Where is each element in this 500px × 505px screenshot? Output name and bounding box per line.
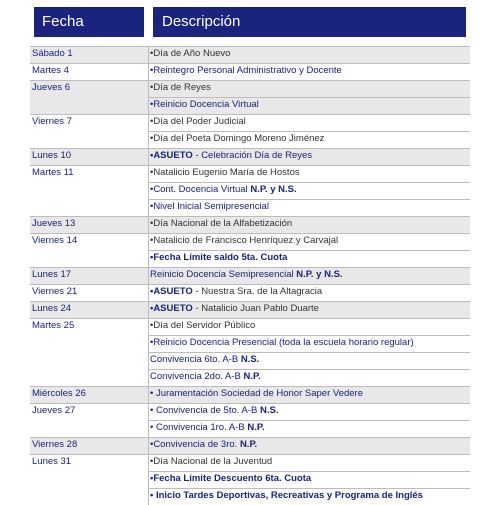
row-descripcion: •Día Nacional de la Alfabetización [150,218,293,229]
row-fecha: Martes 25 [32,320,75,331]
row-divider [30,437,470,438]
table-row [30,233,470,267]
column-divider [148,386,149,403]
row-fecha: Viernes 7 [32,116,72,127]
row-divider [30,267,470,268]
descripcion-segment: N.P. y N.S. [296,269,343,280]
table-row [30,165,470,216]
row-descripcion [150,371,261,383]
table-row [30,46,470,63]
descripcion-segment: •ASUETO [150,150,193,161]
column-divider [148,437,149,454]
header-descripcion: Descripción [153,7,466,37]
row-descripcion: •Reinicio Docencia Virtual [150,99,259,110]
row-fecha: Lunes 31 [32,456,72,467]
descripcion-segment: N.P. [243,371,261,382]
table-row [30,80,470,114]
row-fecha: Lunes 17 [32,269,72,280]
table-row [30,301,470,318]
column-divider [148,284,149,301]
descripcion-segment: N.P. [247,422,265,433]
row-divider [30,284,470,285]
row-fecha: Viernes 21 [32,286,78,297]
descripcion-segment: N.P. y N.S. [250,184,297,195]
row-divider [30,80,470,81]
row-fecha: Lunes 24 [32,303,72,314]
descripcion-segment: • Inicio Tardes Deportivas, Recreativas y Programa de Inglés [150,490,423,501]
table-row [30,267,470,284]
table-row [30,216,470,233]
line-divider [148,335,470,336]
row-fecha: Viernes 14 [32,235,78,246]
descripcion-segment: • Convivencia de 5to. A-B [150,405,260,416]
row-divider [30,46,470,47]
row-descripcion [150,473,311,485]
row-descripcion: •Natalicio Eugenio María de Hostos [150,167,300,178]
row-divider [30,454,470,455]
row-descripcion [150,490,423,502]
table-row [30,114,470,148]
line-divider [148,471,470,472]
line-divider [148,182,470,183]
row-divider [30,403,470,404]
descripcion-segment: •Cont. Docencia Virtual [150,184,251,195]
line-divider [148,199,470,200]
row-fecha: Viernes 28 [32,439,78,450]
row-fecha: Martes 11 [32,167,74,178]
descripcion-segment: •ASUETO [150,286,193,297]
row-fecha: Martes 4 [32,65,69,76]
descripcion-segment: - Natalicio Juan Pablo Duarte [192,303,319,314]
row-descripcion: •Reintegro Personal Administrativo y Docente [150,65,342,76]
table-row [30,386,470,403]
row-descripcion: •Nivel Inicial Semipresencial [150,201,269,212]
row-divider [30,63,470,64]
row-divider [30,165,470,166]
row-descripcion: •Día del Poder Judicial [150,116,246,127]
table-row [30,148,470,165]
line-divider [148,352,470,353]
column-divider [148,46,149,63]
descripcion-segment: - Nuestra Sra. de la Altagracia [192,286,323,297]
table-row [30,318,470,386]
row-divider [30,318,470,319]
row-fecha: Sábado 1 [32,48,73,59]
descripcion-segment: Convivencia 2do. A-B [150,371,244,382]
row-divider [30,148,470,149]
row-descripcion: •Día del Servidor Público [150,320,256,331]
descripcion-segment: Reinicio Docencia Semipresencial [150,269,297,280]
descripcion-segment: N.P. [239,439,258,450]
table-row [30,437,470,454]
descripcion-segment: • Convivencia 1ro. A-B [150,422,248,433]
row-descripcion: •Día del Poeta Domingo Moreno Jiménez [150,133,325,144]
row-descripcion [150,422,265,434]
row-fecha: Jueves 6 [32,82,71,93]
table-row [30,284,470,301]
line-divider [148,488,470,489]
row-descripcion: •Natalicio de Francisco Henríquez y Carvajal [150,235,339,246]
row-descripcion: •Día Nacional de la Juventud [150,456,273,467]
row-descripcion [150,303,319,315]
descripcion-segment: •Fecha Límite saldo 5ta. Cuota [150,252,288,263]
row-descripcion: • Juramentación Sociedad de Honor Saper Vedere [150,388,363,399]
row-fecha: Lunes 10 [32,150,72,161]
row-divider [30,301,470,302]
row-descripcion [150,286,322,298]
column-divider [148,165,149,216]
table-row [30,454,470,505]
column-divider [148,301,149,318]
descripcion-segment: •ASUETO [150,303,193,314]
row-divider [30,233,470,234]
descripcion-segment: N.S. [260,405,279,416]
row-fecha: Miércoles 26 [32,388,86,399]
column-divider [148,454,149,505]
column-divider [148,148,149,165]
row-descripcion [150,405,278,417]
row-descripcion: •Reinicio Docencia Presencial (toda la escuela horario regular) [150,337,414,348]
row-descripcion [150,269,343,281]
line-divider [148,97,470,98]
row-descripcion: •Día de Año Nuevo [150,48,231,59]
row-divider [30,386,470,387]
row-fecha: Jueves 13 [32,218,76,229]
row-fecha: Jueves 27 [32,405,76,416]
descripcion-segment: •Fecha Límite Descuento 6ta. Cuota [150,473,312,484]
descripcion-segment: Convivencia 6to. A-B [150,354,241,365]
row-descripcion: •Día de Reyes [150,82,211,93]
descripcion-segment: •Convivencia de 3ro. [150,439,240,450]
row-descripcion [150,354,259,366]
descripcion-segment: - Celebración Día de Reyes [192,150,313,161]
row-descripcion [150,150,312,162]
column-divider [148,267,149,284]
row-divider [30,216,470,217]
line-divider [148,369,470,370]
line-divider [148,131,470,132]
row-descripcion [150,252,287,264]
table-row [30,63,470,80]
descripcion-segment: N.S. [240,354,260,365]
row-descripcion [150,439,257,451]
table-row [30,403,470,437]
line-divider [148,250,470,251]
row-divider [30,114,470,115]
line-divider [148,420,470,421]
column-divider [148,63,149,80]
row-descripcion [150,184,297,196]
header-fecha: Fecha [34,7,144,37]
column-divider [148,216,149,233]
